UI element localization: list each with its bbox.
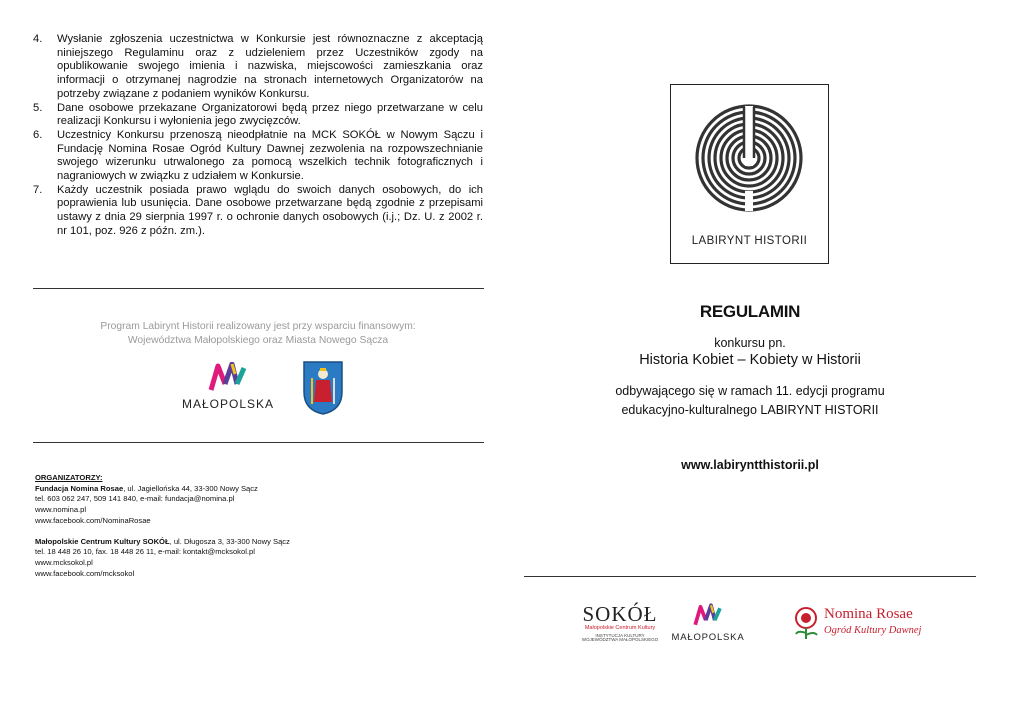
item-text: Dane osobowe przekazane Organizatorowi będą przez niego przetwarzane w celu realizacji Konkursu i wyłonienia jego zwycięzców. bbox=[57, 101, 483, 128]
org2-address: , ul. Długosza 3, 33-300 Nowy Sącz bbox=[169, 536, 290, 546]
divider bbox=[33, 288, 484, 289]
org2-www[interactable]: www.mcksokol.pl bbox=[35, 557, 93, 567]
list-item bbox=[33, 33, 483, 102]
rules-list bbox=[33, 33, 483, 239]
program-info bbox=[560, 382, 940, 420]
divider bbox=[524, 576, 976, 577]
nomina-sub: Ogród Kultury Dawnej bbox=[824, 625, 922, 636]
nomina-title: Nomina Rosae bbox=[824, 606, 913, 622]
list-item bbox=[33, 129, 483, 184]
malopolska-mark-icon bbox=[208, 362, 248, 392]
malopolska-logo bbox=[665, 603, 751, 643]
item-text: Każdy uczestnik posiada prawo wglądu do swoich danych osobowych, do ich poprawienia lub usunięcia. Dane osobowe przetwarzane będą zgodnie z przepisami ustawy z dnia 29 sierpnia 1997 r. o ochronie danych osobowych (i.j.; Dz. U. z 2002 r. nr 101, poz. 926 z późn. zm.). bbox=[57, 183, 483, 237]
org2-fb[interactable]: www.facebook.com/mcksokol bbox=[35, 568, 135, 578]
website-link[interactable]: www.labiryntthistorii.pl bbox=[681, 458, 819, 472]
org2-name: Małopolskie Centrum Kultury SOKÓŁ bbox=[35, 536, 170, 546]
sokol-sub: WOJEWÓDZTWA MAŁOPOLSKIEGO bbox=[581, 637, 659, 642]
item-number: 5. bbox=[33, 101, 43, 114]
item-text: Wysłanie zgłoszenia uczestnictwa w Konkursie jest równoznaczne z akceptacją niniejszego Regulaminu oraz z udzieleniem przez Uczestników zgody na opublikowanie swojego imienia i nazwiska, miejscowości zamieszkania oraz informacji o otrzymanej nagrodzie na stronach internetowych Organizatorów na potrzeby związane z podaniem wyników Konkursu. bbox=[57, 33, 483, 100]
sokol-logo bbox=[580, 604, 660, 643]
org1-tel: tel. 603 062 247, 509 141 840, e-mail: fundacja@nomina.pl bbox=[35, 494, 235, 504]
org2-tel: tel. 18 448 26 10, fax. 18 448 26 11, e-mail: kontakt@mcksokol.pl bbox=[35, 547, 255, 557]
org1-line bbox=[35, 484, 485, 495]
page-title: REGULAMIN bbox=[699, 302, 801, 321]
program-line: edukacyjno-kulturalnego LABIRYNT HISTORII bbox=[621, 403, 879, 417]
labyrinth-icon bbox=[694, 103, 804, 213]
nomina-rosae-logo bbox=[790, 604, 925, 644]
malopolska-mark-icon bbox=[693, 603, 723, 627]
sokol-sub: INSTYTUCJA KULTURY bbox=[595, 632, 645, 638]
program-line: odbywającego się w ramach 11. edycji programu bbox=[615, 384, 885, 398]
sponsor-note bbox=[33, 320, 483, 348]
org1-name: Fundacja Nomina Rosae bbox=[35, 483, 124, 493]
list-item bbox=[33, 184, 483, 239]
sokol-title: SOKÓŁ bbox=[582, 602, 658, 626]
sponsor-line: Województwa Małopolskiego oraz Miasta Nowego Sącza bbox=[127, 335, 389, 346]
sponsor-line: Program Labirynt Historii realizowany jest przy wsparciu finansowym: bbox=[100, 321, 416, 332]
organizers-block bbox=[35, 473, 485, 579]
rose-icon bbox=[790, 604, 822, 640]
shield-icon bbox=[302, 360, 344, 416]
org1-www[interactable]: www.nomina.pl bbox=[35, 505, 87, 515]
subtitle-1: konkursu pn. bbox=[714, 336, 786, 350]
divider bbox=[33, 442, 484, 443]
malopolska-label: MAŁOPOLSKA bbox=[671, 632, 745, 643]
malopolska-label: MAŁOPOLSKA bbox=[181, 397, 275, 411]
contest-name: Historia Kobiet – Kobiety w Historii bbox=[639, 352, 861, 368]
org1-address: , ul. Jagiellońska 44, 33-300 Nowy Sącz bbox=[123, 483, 258, 493]
item-number: 4. bbox=[33, 33, 43, 45]
labirynt-logo bbox=[670, 84, 829, 264]
item-number: 7. bbox=[33, 183, 43, 196]
malopolska-logo bbox=[172, 362, 284, 416]
item-number: 6. bbox=[33, 128, 43, 141]
org1-fb[interactable]: www.facebook.com/NominaRosae bbox=[35, 515, 151, 525]
organizers-heading: ORGANIZATORZY: bbox=[35, 473, 103, 482]
item-text: Uczestnicy Konkursu przenoszą nieodpłatnie na MCK SOKÓŁ w Nowym Sączu i Fundację Nomina Rosae Ogród Kultury Dawnej zezwolenia na rozpowszechnianie swojego wizerunku utrwalonego za pomocą wszelkich technik fotograficznych i nagraniowych w związku z udziałem w Konkursie. bbox=[57, 128, 483, 183]
sokol-sub: Małopolskie Centrum Kultury bbox=[584, 625, 656, 631]
list-item bbox=[33, 102, 483, 129]
coat-of-arms bbox=[302, 360, 344, 421]
org2-line bbox=[35, 537, 485, 548]
labirynt-caption: LABIRYNT HISTORII bbox=[691, 235, 808, 247]
